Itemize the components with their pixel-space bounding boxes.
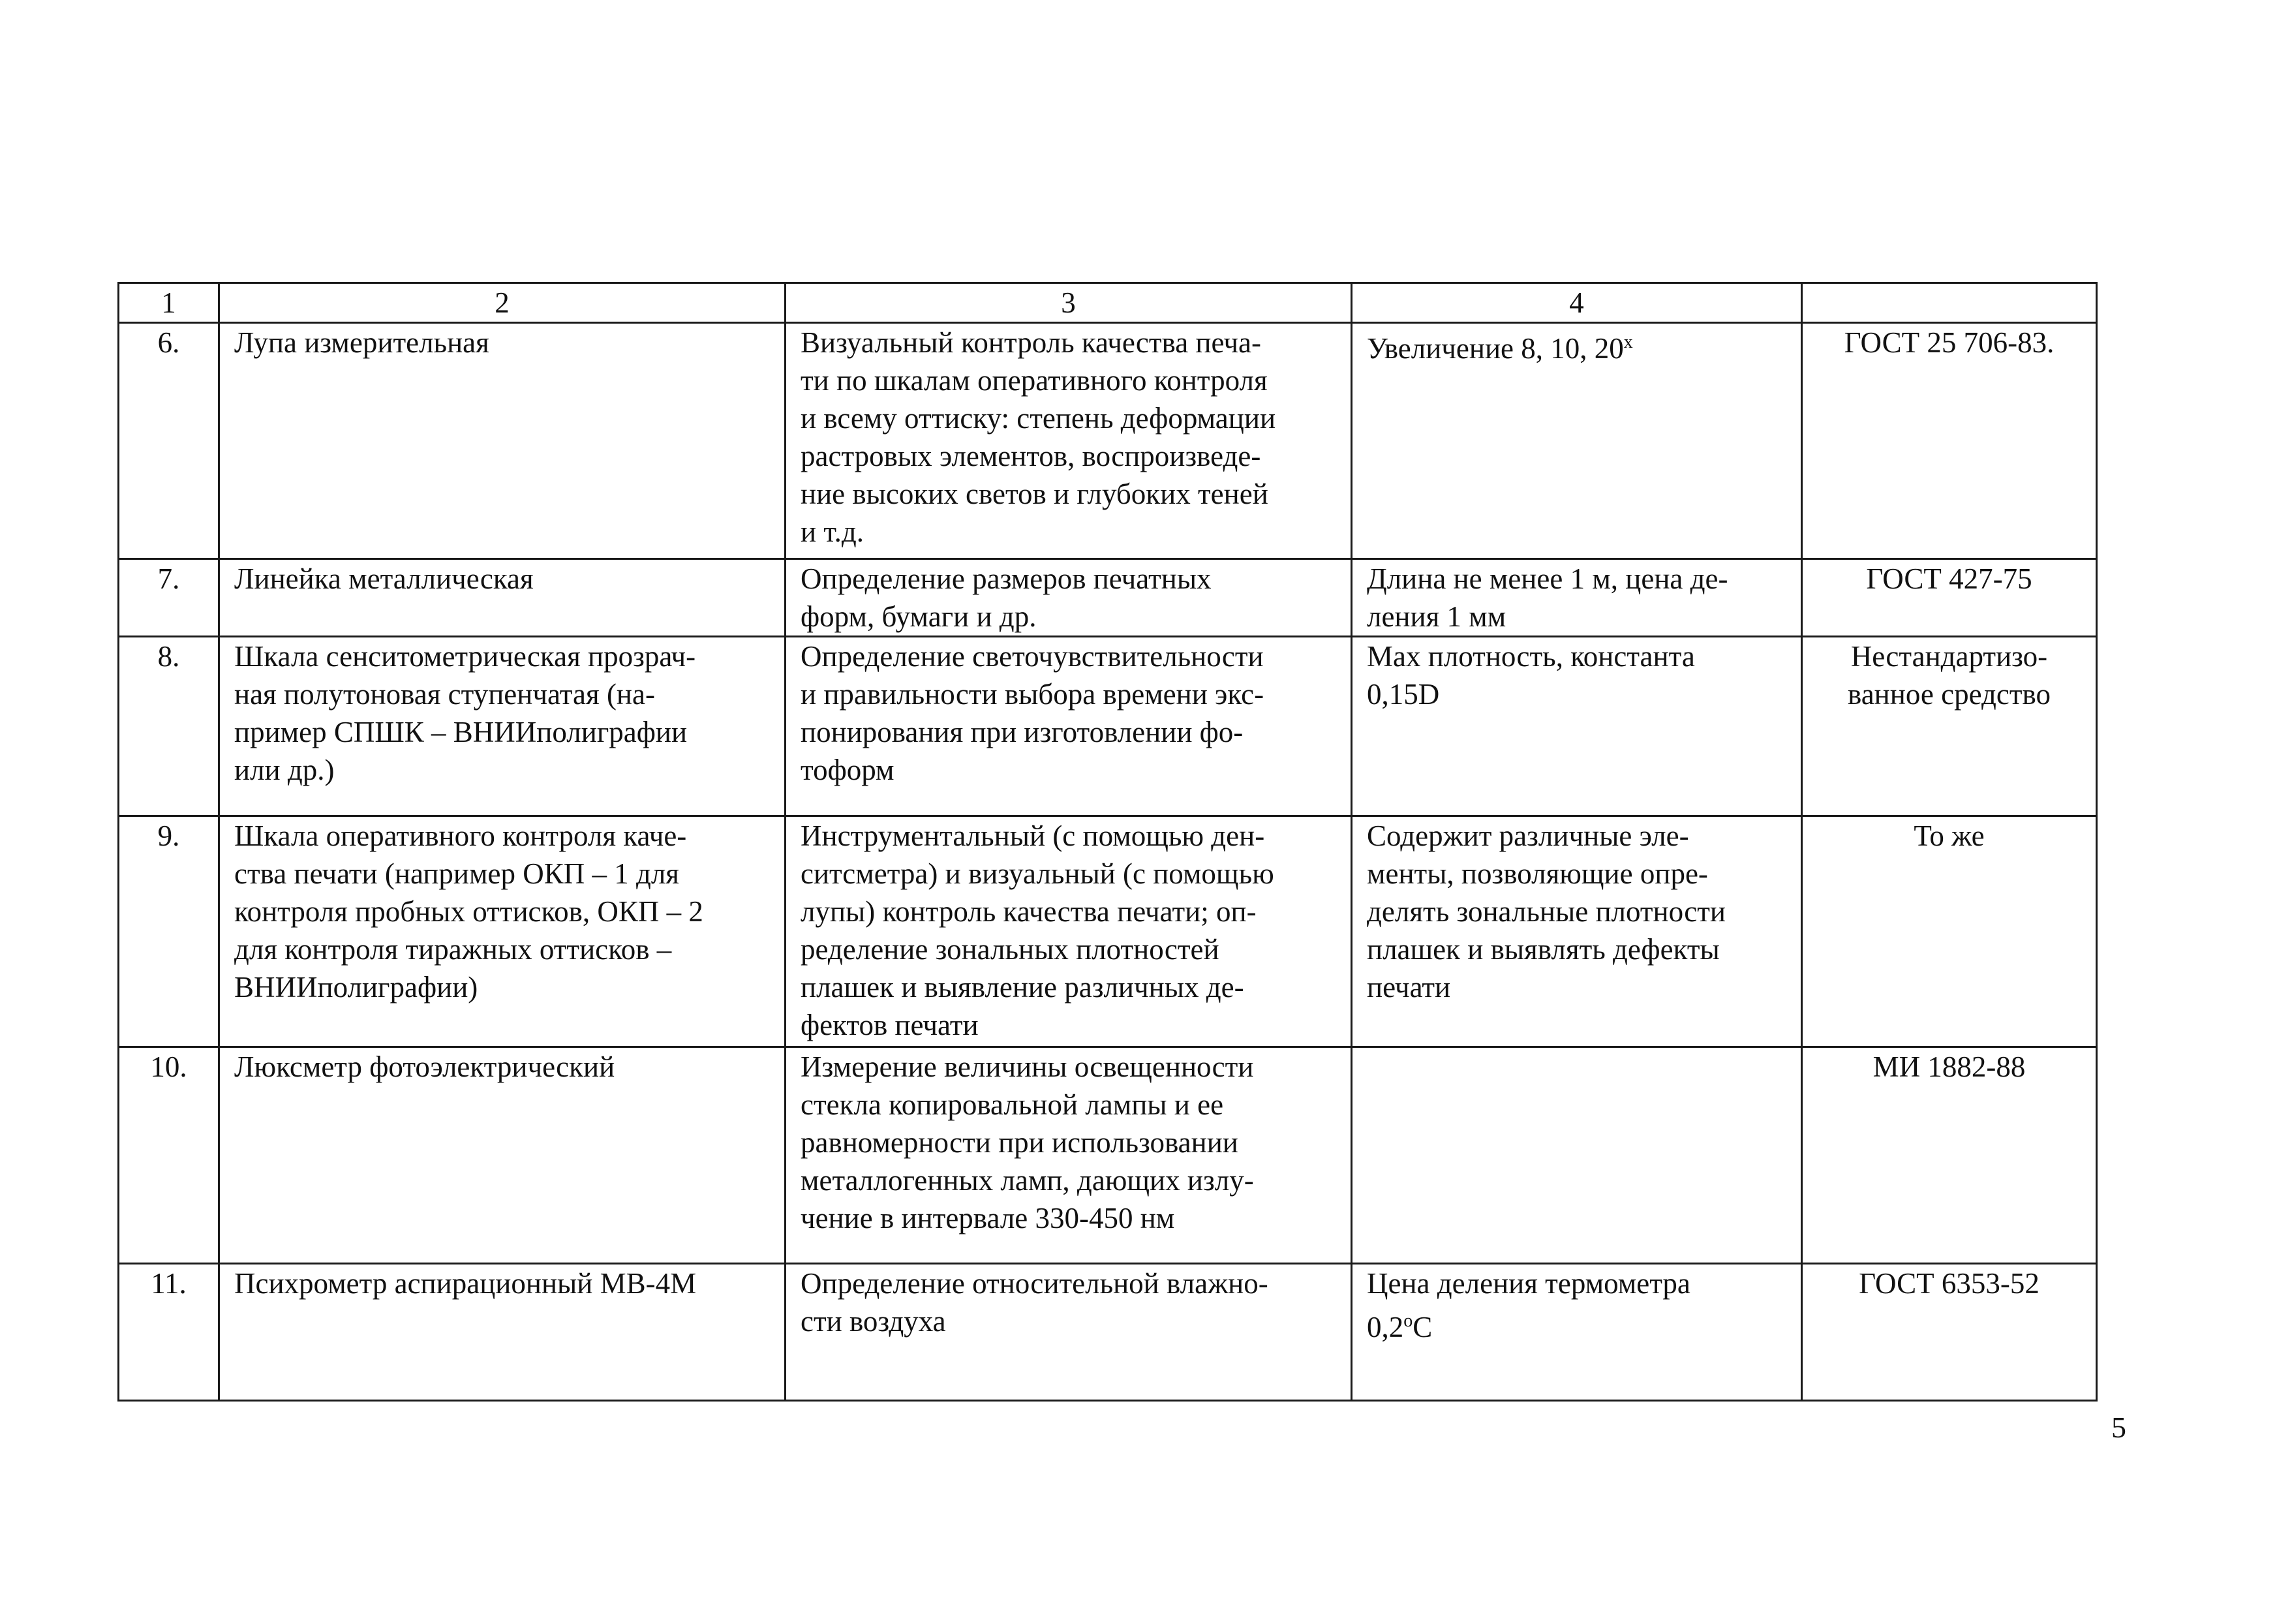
instrument-purpose: Визуальный контроль качества печа- ти по шкалам оперативного контроля и всему оттиску: степень деформации растровых элементов, воспроизведе- ние высоких светов и глубоких теней и т.д. <box>786 323 1352 559</box>
instrument-name: Люксметр фотоэлектрический <box>219 1047 786 1264</box>
instrument-name: Линейка металлическая <box>219 559 786 637</box>
instrument-spec: Длина не менее 1 м, цена де- ления 1 мм <box>1352 559 1802 637</box>
instrument-standard: МИ 1882-88 <box>1802 1047 2097 1264</box>
spec-text: Цена деления термометра 0,2 <box>1367 1267 1690 1343</box>
instrument-spec: Мах плотность, константа 0,15D <box>1352 637 1802 816</box>
spec-superscript: о <box>1403 1311 1413 1331</box>
row-number: 9. <box>119 816 219 1047</box>
spec-tail: С <box>1413 1311 1433 1343</box>
instrument-purpose: Инструментальный (с помощью ден- ситсметра) и визуальный (с помощью лупы) контроль качества печати; оп- ределение зональных плотностей плашек и выявление различных де- фектов печати <box>786 816 1352 1047</box>
instrument-spec <box>1352 1047 1802 1264</box>
instrument-name: Лупа измерительная <box>219 323 786 559</box>
instrument-standard: ГОСТ 427-75 <box>1802 559 2097 637</box>
table-row <box>119 816 2097 1047</box>
instrument-standard: ГОСТ 25 706-83. <box>1802 323 2097 559</box>
instrument-spec <box>1352 1264 1802 1401</box>
row-number: 8. <box>119 637 219 816</box>
table-row <box>119 637 2097 816</box>
instrument-standard: Нестандартизо- ванное средство <box>1802 637 2097 816</box>
instrument-standard: То же <box>1802 816 2097 1047</box>
column-number-row <box>119 283 2097 323</box>
instrument-name: Психрометр аспирационный МВ-4М <box>219 1264 786 1401</box>
row-number: 7. <box>119 559 219 637</box>
instruments-table <box>117 282 2098 1402</box>
column-number-2: 2 <box>219 283 786 323</box>
table-row <box>119 1047 2097 1264</box>
table-row <box>119 559 2097 637</box>
instrument-purpose: Измерение величины освещенности стекла копировальной лампы и ее равномерности при использовании металлогенных ламп, дающих излу- чение в интервале 330-450 нм <box>786 1047 1352 1264</box>
page-number: 5 <box>2111 1411 2126 1444</box>
row-number: 11. <box>119 1264 219 1401</box>
instrument-spec <box>1352 323 1802 559</box>
instrument-spec: Содержит различные эле- менты, позволяющие опре- делять зональные плотности плашек и выявлять дефекты печати <box>1352 816 1802 1047</box>
spec-text: Увеличение 8, 10, 20 <box>1367 332 1624 365</box>
column-number-4: 4 <box>1352 283 1802 323</box>
instrument-purpose: Определение светочувствительности и правильности выбора времени экс- понирования при изготовлении фо- тоформ <box>786 637 1352 816</box>
instrument-purpose: Определение относительной влажно- сти воздуха <box>786 1264 1352 1401</box>
column-number-3: 3 <box>786 283 1352 323</box>
column-number-5 <box>1802 283 2097 323</box>
table-row <box>119 1264 2097 1401</box>
column-number-1: 1 <box>119 283 219 323</box>
instrument-standard: ГОСТ 6353-52 <box>1802 1264 2097 1401</box>
row-number: 10. <box>119 1047 219 1264</box>
row-number: 6. <box>119 323 219 559</box>
instrument-name: Шкала оперативного контроля каче- ства печати (например ОКП – 1 для контроля пробных оттисков, ОКП – 2 для контроля тиражных оттисков – ВНИИполиграфии) <box>219 816 786 1047</box>
instrument-name: Шкала сенситометрическая прозрач- ная полутоновая ступенчатая (на- пример СПШК – ВНИИполиграфии или др.) <box>219 637 786 816</box>
table-row <box>119 323 2097 559</box>
instrument-purpose: Определение размеров печатных форм, бумаги и др. <box>786 559 1352 637</box>
spec-superscript: x <box>1623 332 1633 352</box>
